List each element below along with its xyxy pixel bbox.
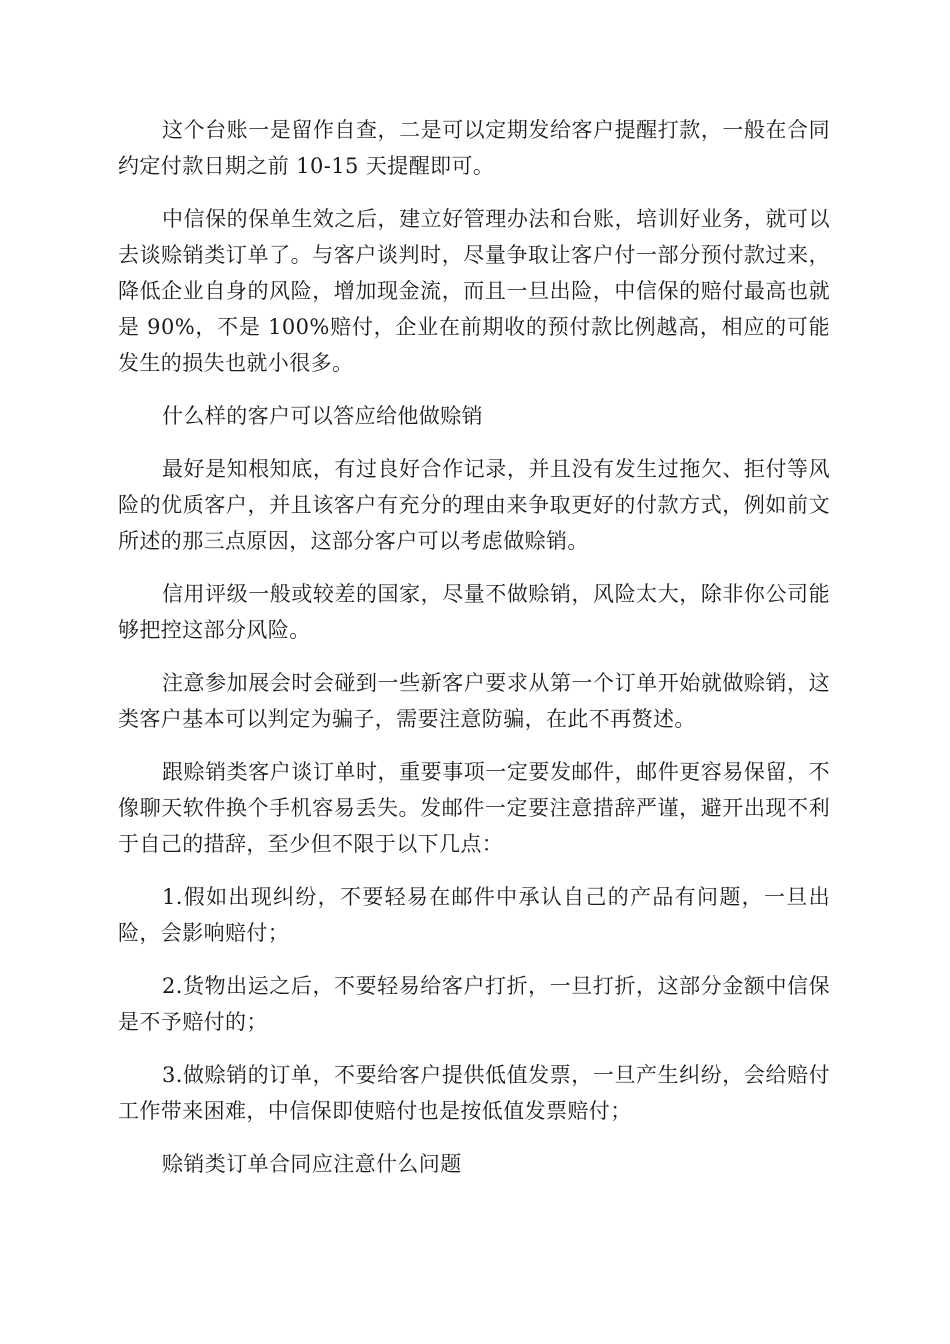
section-heading-contract-issues: 赊销类订单合同应注意什么问题 [162, 1152, 462, 1176]
paragraph-country-credit-rating: 信用评级一般或较差的国家，尽量不做赊销，风险太大，除非你公司能够把控这部分风险。 [118, 582, 830, 642]
paragraph-ledger-reminder: 这个台账一是留作自查，二是可以定期发给客户提醒打款，一般在合同约定付款日期之前 10-15 天提醒即可。 [118, 118, 830, 178]
list-item-3: 3.做赊销的订单，不要给客户提供低值发票，一旦产生纠纷，会给赔付工作带来困难，中信保即使赔付也是按低值发票赔付； [118, 1063, 830, 1123]
section-heading-which-customers: 什么样的客户可以答应给他做赊销 [162, 404, 483, 428]
document-body [118, 112, 830, 1199]
paragraph-email-wording: 跟赊销类客户谈订单时，重要事项一定要发邮件，邮件更容易保留，不像聊天软件换个手机容易丢失。发邮件一定要注意措辞严谨，避开出现不利于自己的措辞，至少但不限于以下几点： [118, 760, 830, 856]
list-item-2: 2.货物出运之后，不要轻易给客户打折，一旦打折，这部分金额中信保是不予赔付的； [118, 974, 830, 1034]
paragraph-best-customers: 最好是知根知底，有过良好合作记录，并且没有发生过拖欠、拒付等风险的优质客户，并且该客户有充分的理由来争取更好的付款方式，例如前文所述的那三点原因，这部分客户可以考虑做赊销。 [118, 457, 830, 553]
paragraph-trade-show-warning: 注意参加展会时会碰到一些新客户要求从第一个订单开始就做赊销，这类客户基本可以判定为骗子，需要注意防骗，在此不再赘述。 [118, 671, 830, 731]
list-item-1: 1.假如出现纠纷，不要轻易在邮件中承认自己的产品有问题，一旦出险，会影响赔付； [118, 885, 830, 945]
paragraph-after-policy-effective: 中信保的保单生效之后，建立好管理办法和台账，培训好业务，就可以去谈赊销类订单了。与客户谈判时，尽量争取让客户付一部分预付款过来，降低企业自身的风险，增加现金流，而且一旦出险，中信保的赔付最高也就是 90%，不是 100%赔付，企业在前期收的预付款比例越高，相应的可能发生的损失也就小很多。 [118, 207, 830, 375]
